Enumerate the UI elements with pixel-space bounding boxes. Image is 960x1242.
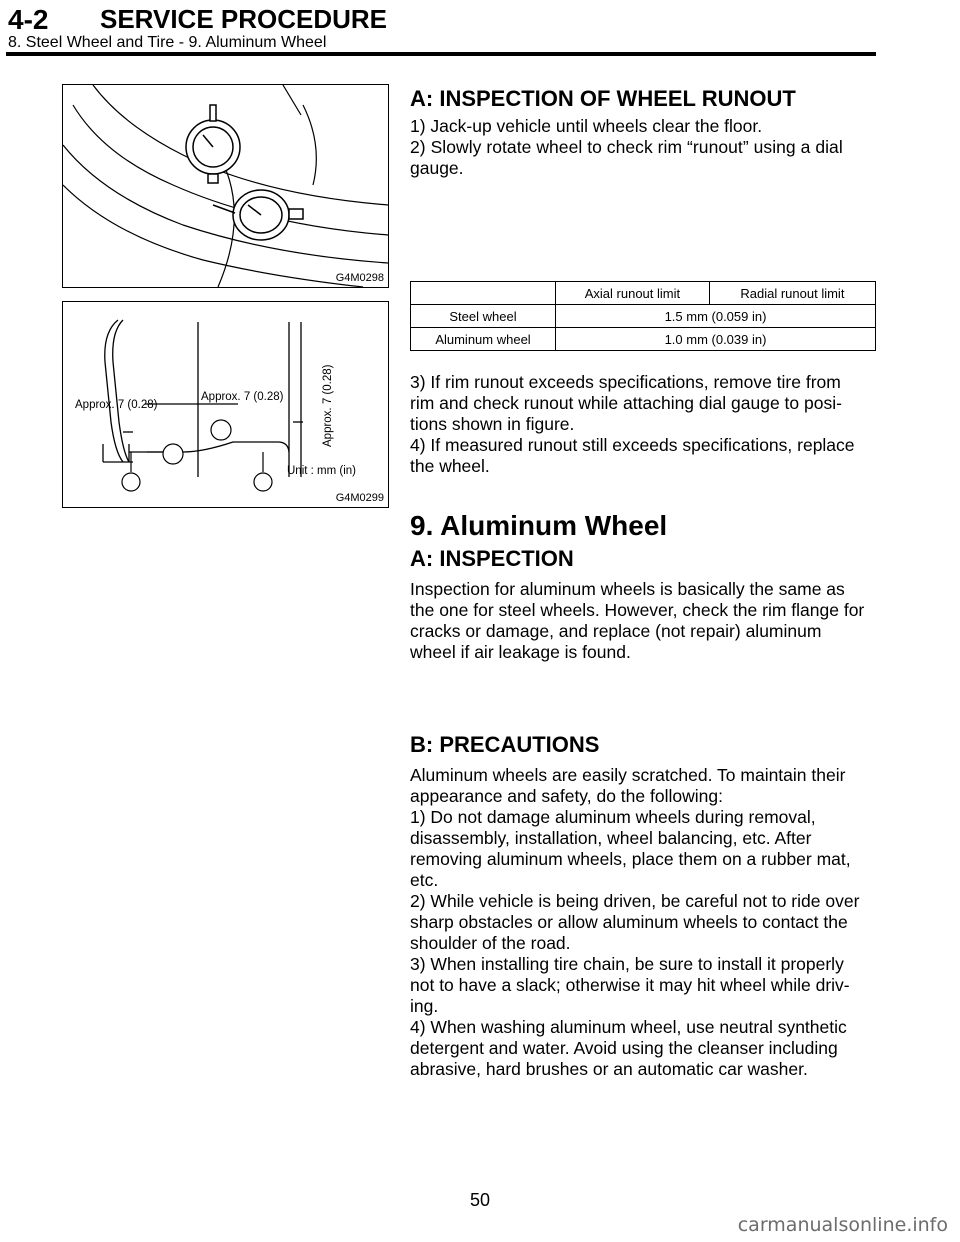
precaution-line: 4) When washing aluminum wheel, use neutral synthetic bbox=[410, 1017, 847, 1037]
figure-gauge-positions bbox=[62, 301, 389, 508]
table-row-label: Steel wheel bbox=[411, 305, 556, 328]
step-2-line-2: gauge. bbox=[410, 158, 464, 178]
section-title: SERVICE PROCEDURE bbox=[100, 4, 388, 34]
wheel-runout-illustration bbox=[63, 85, 388, 287]
table-header-cell: Radial runout limit bbox=[709, 282, 875, 305]
table-row-label: Aluminum wheel bbox=[411, 328, 556, 351]
runout-steps bbox=[410, 116, 876, 179]
table-header-cell bbox=[411, 282, 556, 305]
table-row-value: 1.0 mm (0.039 in) bbox=[556, 328, 876, 351]
heading-inspection: A: INSPECTION bbox=[410, 546, 574, 571]
header-rule bbox=[6, 52, 876, 56]
watermark: carmanualsonline.info bbox=[737, 1214, 948, 1236]
precaution-line: 3) When installing tire chain, be sure to install it properly bbox=[410, 954, 844, 974]
label-unit: Unit : mm (in) bbox=[287, 465, 356, 477]
inspection-line: Inspection for aluminum wheels is basically the same as bbox=[410, 579, 845, 599]
inspection-line: the one for steel wheels. However, check the rim flange for bbox=[410, 600, 865, 620]
precaution-line: disassembly, installation, wheel balancing, etc. After bbox=[410, 828, 812, 848]
precaution-line: not to have a slack; otherwise it may hit wheel while driv- bbox=[410, 975, 850, 995]
step-3-line-1: 3) If rim runout exceeds specifications, remove tire from bbox=[410, 372, 841, 392]
inspection-paragraph bbox=[410, 579, 876, 663]
precaution-line: detergent and water. Avoid using the cleanser including bbox=[410, 1038, 838, 1058]
precaution-line: removing aluminum wheels, place them on a rubber mat, bbox=[410, 849, 851, 869]
precaution-line: ing. bbox=[410, 996, 439, 1016]
section-9-title: 9. Aluminum Wheel bbox=[410, 510, 668, 541]
table-header-row bbox=[411, 282, 876, 305]
precaution-line: abrasive, hard brushes or an automatic car washer. bbox=[410, 1059, 808, 1079]
precaution-line: sharp obstacles or allow aluminum wheels to contact the bbox=[410, 912, 848, 932]
table-row bbox=[411, 305, 876, 328]
page-number: 50 bbox=[469, 1190, 491, 1210]
section-number: 4-2 bbox=[8, 4, 49, 35]
precautions-paragraph bbox=[410, 765, 876, 1080]
table-row-value: 1.5 mm (0.059 in) bbox=[556, 305, 876, 328]
figure-id: G4M0298 bbox=[335, 272, 384, 284]
precaution-line: 2) While vehicle is being driven, be careful not to ride over bbox=[410, 891, 860, 911]
rim-section-illustration bbox=[63, 302, 388, 507]
step-2-line-1: 2) Slowly rotate wheel to check rim “runout” using a dial bbox=[410, 137, 843, 157]
inspection-line: wheel if air leakage is found. bbox=[410, 642, 631, 662]
label-approx-mid: Approx. 7 (0.28) bbox=[201, 391, 284, 403]
inspection-line: cracks or damage, and replace (not repair) aluminum bbox=[410, 621, 822, 641]
heading-precautions: B: PRECAUTIONS bbox=[410, 732, 600, 757]
step-1: 1) Jack-up vehicle until wheels clear the floor. bbox=[410, 116, 763, 136]
precaution-line: etc. bbox=[410, 870, 439, 890]
heading-inspection-runout: A: INSPECTION OF WHEEL RUNOUT bbox=[410, 86, 796, 111]
runout-steps-continued bbox=[410, 372, 876, 477]
runout-limit-table bbox=[410, 281, 876, 351]
figure-dial-gauge-wheel bbox=[62, 84, 389, 288]
step-4-line-2: the wheel. bbox=[410, 456, 490, 476]
precaution-line: Aluminum wheels are easily scratched. To maintain their bbox=[410, 765, 846, 785]
table-row bbox=[411, 328, 876, 351]
precaution-line: appearance and safety, do the following: bbox=[410, 786, 723, 806]
figure-id: G4M0299 bbox=[335, 492, 384, 504]
label-approx-vertical: Approx. 7 (0.28) bbox=[322, 364, 334, 447]
section-subtitle: 8. Steel Wheel and Tire - 9. Aluminum Wheel bbox=[8, 34, 327, 51]
label-approx-left: Approx. 7 (0.28) bbox=[75, 399, 158, 411]
step-3-line-3: tions shown in figure. bbox=[410, 414, 575, 434]
step-3-line-2: rim and check runout while attaching dial gauge to posi- bbox=[410, 393, 842, 413]
table-header-cell: Axial runout limit bbox=[556, 282, 710, 305]
precaution-line: shoulder of the road. bbox=[410, 933, 571, 953]
precaution-line: 1) Do not damage aluminum wheels during removal, bbox=[410, 807, 816, 827]
step-4-line-1: 4) If measured runout still exceeds specifications, replace bbox=[410, 435, 855, 455]
